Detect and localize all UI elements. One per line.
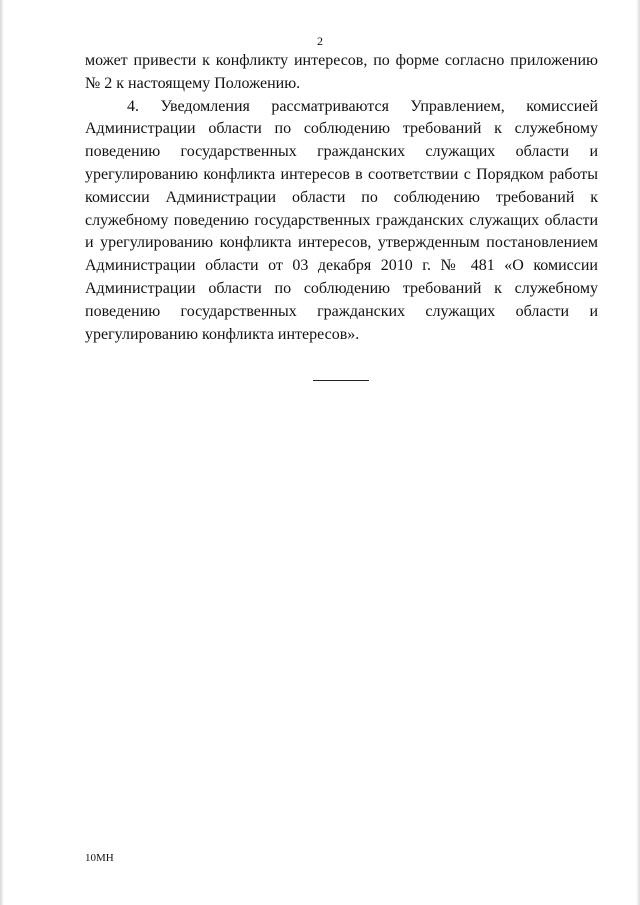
document-body (85, 50, 598, 346)
paragraph-4: 4. Уведомления рассматриваются Управлением, комиссией Администрации области по соблюдению требований к служебному поведению государственных гражданских служащих области и урегулированию конфликта интересов в соответствии с Порядком работы комиссии Администрации области по соблюдению требований к служебному поведению государственных гражданских служащих области и урегулированию конфликта интересов, утвержденным постановлением Администрации области от 03 декабря 2010 г. № 481 «О комиссии Администрации области по соблюдению требований к служебному поведению государственных гражданских служащих области и урегулированию конфликта интересов». (85, 97, 598, 343)
footer-code: 10МН (85, 852, 114, 864)
page-number: 2 (317, 34, 323, 48)
scan-edge-left (0, 0, 4, 905)
end-divider (313, 380, 369, 381)
paragraph-continued: может привести к конфликту интересов, по форме согласно приложению № 2 к настоящему Положению. (85, 52, 598, 92)
scan-edge-right (636, 0, 640, 905)
